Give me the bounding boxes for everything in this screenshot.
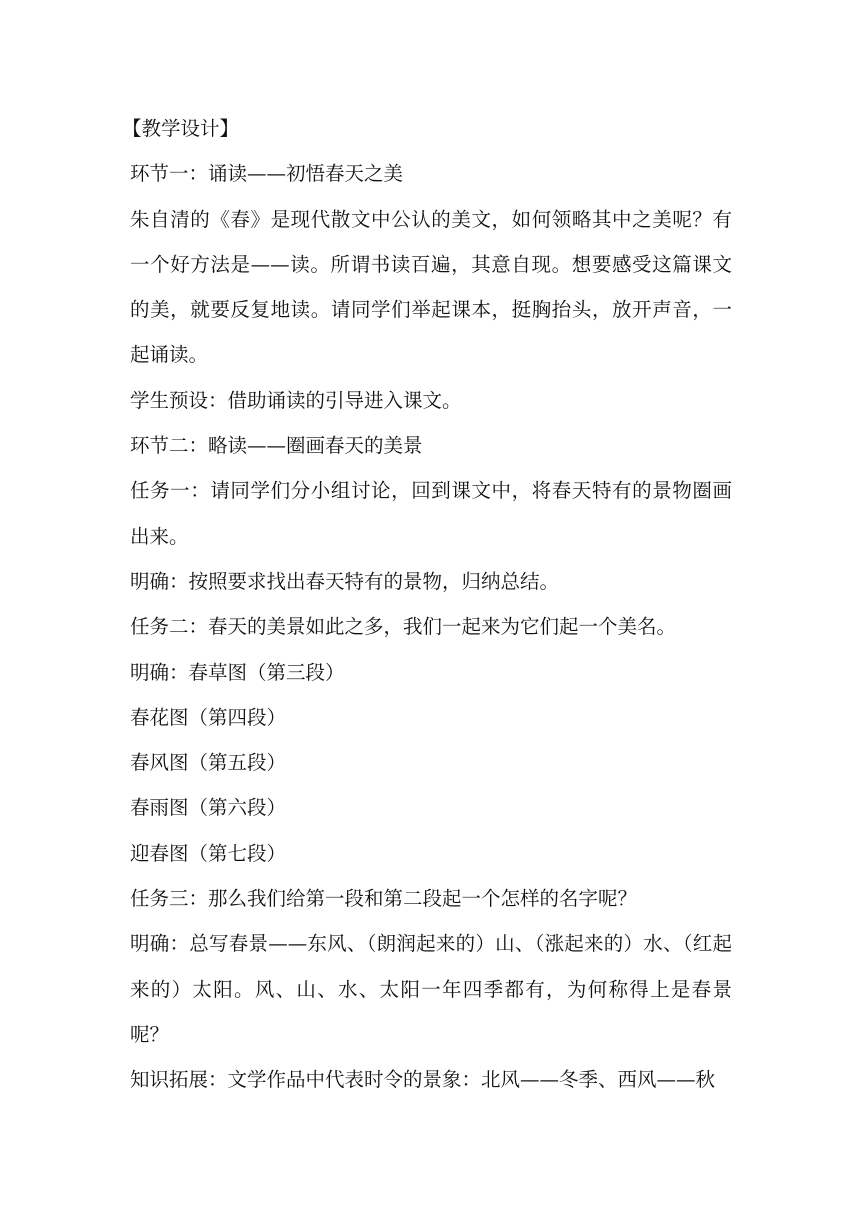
paragraph-knowledge-extension: 知识拓展：文学作品中代表时令的景象：北风——冬季、西风——秋	[130, 1068, 716, 1092]
paragraph-stage-1-title: 环节一：诵读——初悟春天之美	[130, 162, 404, 186]
paragraph-spring-wind: 春风图（第五段）	[130, 751, 287, 775]
paragraph-student-preset: 学生预设：借助诵读的引导进入课文。	[130, 388, 462, 412]
paragraph-spring-flowers: 春花图（第四段）	[130, 705, 287, 729]
paragraph-clarify-3: 明确：总写春景——东风、（朗润起来的）山、（涨起来的）水、（红起来的）太阳。风、山、水、太阳一年四季都有，为何称得上是春景呢？	[130, 932, 732, 1046]
paragraph-stage-2-title: 环节二：略读——圈画春天的美景	[130, 434, 423, 458]
paragraph-spring-rain: 春雨图（第六段）	[130, 796, 287, 820]
paragraph-welcome-spring: 迎春图（第七段）	[130, 841, 287, 865]
paragraph-task-1: 任务一：请同学们分小组讨论，回到课文中，将春天特有的景物圈画出来。	[130, 479, 732, 548]
document-body	[122, 106, 732, 1103]
paragraph-clarify-1: 明确：按照要求找出春天特有的景物，归纳总结。	[130, 569, 560, 593]
paragraph-task-3: 任务三：那么我们给第一段和第二段起一个怎样的名字呢？	[130, 887, 638, 911]
section-heading: 【教学设计】	[122, 117, 240, 140]
paragraph-task-2: 任务二：春天的美景如此之多，我们一起来为它们起一个美名。	[130, 615, 677, 639]
paragraph-clarify-2: 明确：春草图（第三段）	[130, 660, 345, 684]
paragraph-intro: 朱自清的《春》是现代散文中公认的美文，如何领略其中之美呢？有一个好方法是——读。所谓书读百遍，其意自现。想要感受这篇课文的美，就要反复地读。请同学们举起课本，挺胸抬头，放开声音，一起诵读。	[130, 207, 732, 367]
